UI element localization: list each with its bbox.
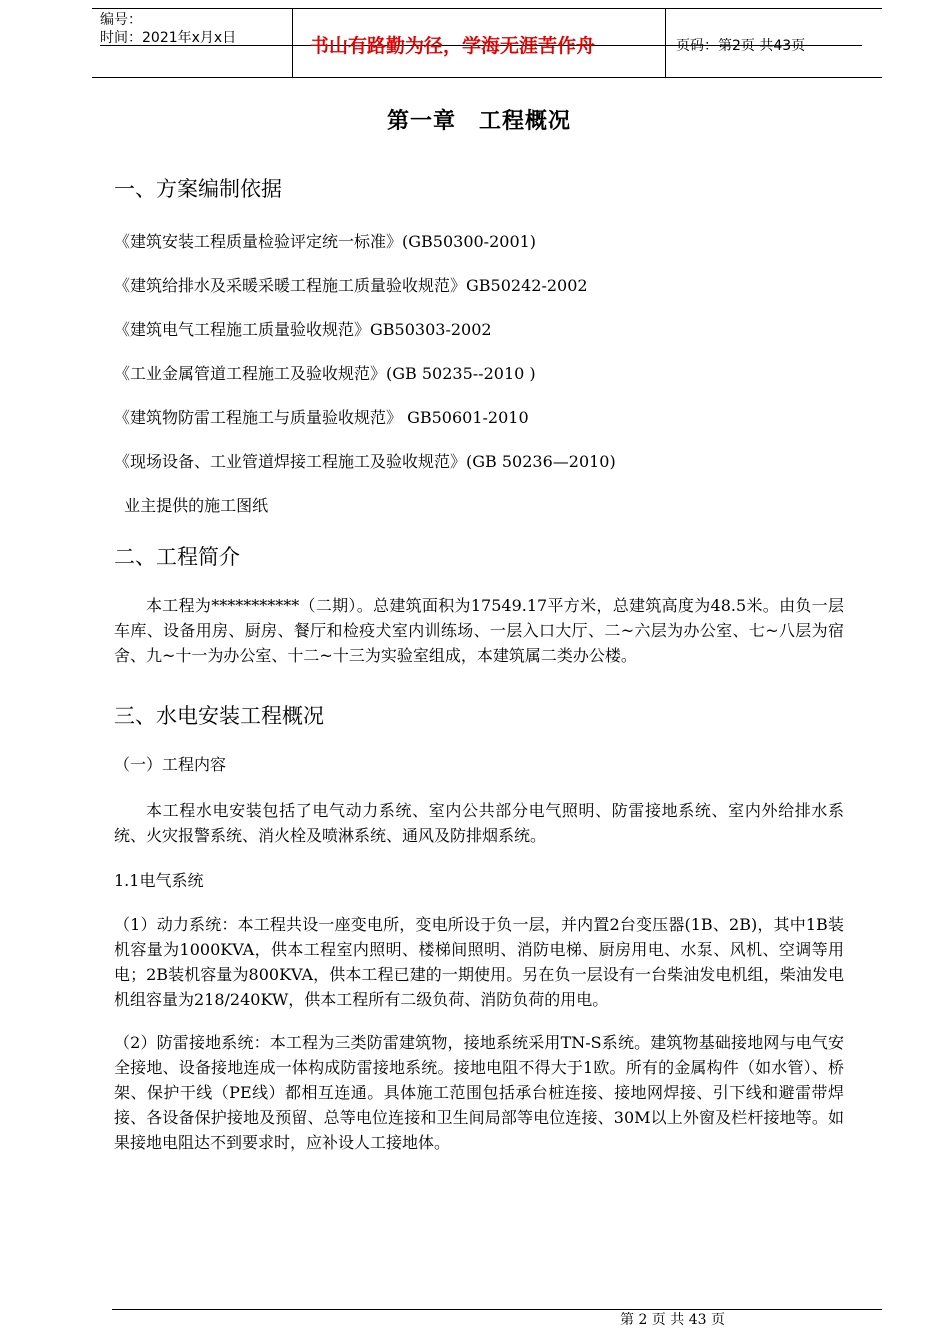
- reference-list: [114, 231, 844, 539]
- header-divider: [292, 9, 293, 77]
- chapter-title: 第一章 工程概况: [386, 109, 571, 134]
- header-motto: 书山有路勤为径，学海无涯苦作舟: [310, 35, 596, 57]
- header-divider: [665, 9, 666, 77]
- page-header: [92, 8, 882, 78]
- reference-item: 《现场设备、工业管道焊接工程施工及验收规范》(GB 50236—2010): [114, 452, 616, 471]
- section-title-intro: 二、工程简介: [114, 545, 240, 569]
- section-title-mep: 三、水电安装工程概况: [114, 704, 324, 728]
- footer-page-number: 第 2 页 共 43 页: [620, 1312, 725, 1328]
- reference-item: 《建筑给排水及采暖采暖工程施工质量验收规范》GB50242-2002: [114, 276, 588, 295]
- reference-item: 《建筑安装工程质量检验评定统一标准》(GB50300-2001): [114, 232, 537, 251]
- reference-item: 《建筑电气工程施工质量验收规范》GB50303-2002: [114, 320, 492, 339]
- subsection-title: 1.1电气系统: [114, 871, 204, 890]
- subsection-title: （一）工程内容: [114, 755, 227, 774]
- content-paragraph: 本工程水电安装包括了电气动力系统、室内公共部分电气照明、防雷接地系统、室内外给排水系统、火灾报警系统、消火栓及喷淋系统、通风及防排烟系统。: [114, 801, 844, 845]
- reference-item: 《建筑物防雷工程施工与质量验收规范》 GB50601-2010: [114, 408, 529, 427]
- doc-number-label: 编号：: [100, 12, 142, 28]
- footer-divider: [112, 1309, 882, 1310]
- intro-paragraph: 本工程为***********（二期）。总建筑面积为17549.17平方米，总建筑高度为48.5米。由负一层车库、设备用房、厨房、餐厅和检疫犬室内训练场、一层入口大厅、二~六层为办公室、七~八层为宿舍、九~十一为办公室、十二~十三为实验室组成，本建筑属二类办公楼。: [114, 596, 844, 665]
- lightning-system-paragraph: （2）防雷接地系统：本工程为三类防雷建筑物，接地系统采用TN-S系统。建筑物基础接地网与电气安全接地、设备接地连成一体构成防雷接地系统。接地电阻不得大于1欧。所有的金属构件（如水管）、桥架、保护干线（PE线）都相互连通。具体施工范围包括承台桩连接、接地网焊接、引下线和避雷带焊接、各设备保护接地及预留、总等电位连接和卫生间局部等电位连接、30M以上外窗及栏杆接地等。如果接地电阻达不到要求时，应补设人工接地体。: [114, 1033, 844, 1152]
- reference-item: 《工业金属管道工程施工及验收规范》(GB 50235--2010 ): [114, 364, 536, 383]
- power-system-paragraph: （1）动力系统：本工程共设一座变电所，变电所设于负一层，并内置2台变压器(1B、2B)，其中1B装机容量为1000KVA，供本工程室内照明、楼梯间照明、消防电梯、厨房用电、水泵、风机、空调等用电；2B装机容量为800KVA，供本工程已建的一期使用。另在负一层设有一台柴油发电机组，柴油发电机组容量为218/240KW，供本工程所有二级负荷、消防负荷的用电。: [114, 915, 844, 1009]
- header-meta: [100, 11, 236, 47]
- header-page-info: 页码：第2页 共43页: [676, 38, 806, 54]
- reference-item: 业主提供的施工图纸: [114, 496, 269, 515]
- document-body: [114, 104, 844, 1155]
- doc-time-label: 时间：2021年x月x日: [100, 30, 237, 46]
- section-title-basis: 一、方案编制依据: [114, 177, 282, 201]
